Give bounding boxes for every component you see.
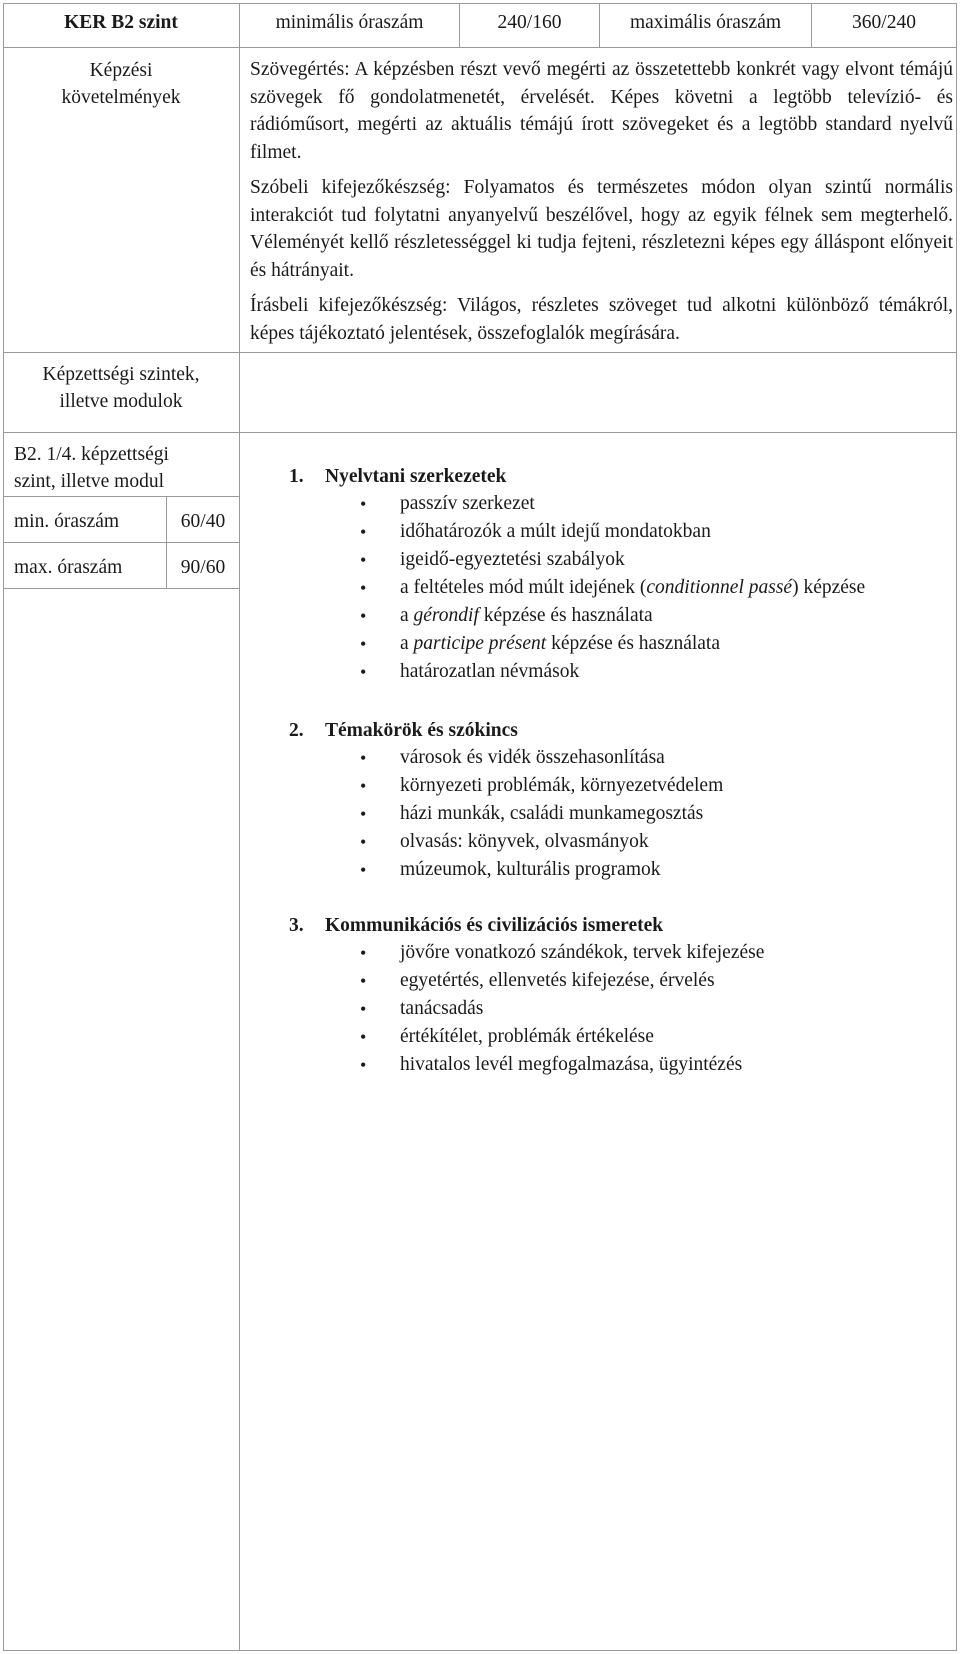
list-item-text: a — [400, 633, 414, 654]
list-item — [356, 490, 865, 518]
list-item — [356, 772, 723, 800]
list-item — [356, 1051, 764, 1079]
module-label: B2. 1/4. képzettségi szint, illetve modul — [14, 444, 169, 492]
list-item-text: időhatározók a múlt idejű mondatokban — [400, 521, 711, 542]
list-item-text: hivatalos levél megfogalmazása, ügyintézés — [400, 1054, 743, 1075]
table-border-left — [3, 3, 4, 1651]
list-item-text: tanácsadás — [400, 998, 484, 1019]
list-item-text: múzeumok, kulturális programok — [400, 859, 661, 880]
section-list — [356, 490, 865, 686]
list-item — [356, 856, 723, 884]
list-item-text: környezeti problémák, környezetvédelem — [400, 775, 724, 796]
list-item-text: házi munkák, családi munkamegosztás — [400, 803, 704, 824]
section-title — [289, 913, 663, 939]
column-divider-main — [239, 3, 240, 1651]
list-item — [356, 546, 865, 574]
list-item — [356, 630, 865, 658]
section-title — [289, 718, 518, 744]
list-item-text-end: ) képzése — [792, 577, 866, 598]
list-item-italic: participe présent — [413, 633, 547, 654]
list-item-text-end: képzése és használata — [546, 633, 720, 654]
section-number: 3. — [289, 915, 304, 936]
section-title-text: Nyelvtani szerkezetek — [325, 466, 507, 487]
table-border-bottom — [3, 1650, 957, 1651]
section-title — [289, 464, 506, 490]
list-item-text: olvasás: könyvek, olvasmányok — [400, 831, 649, 852]
levels-row-divider — [3, 432, 957, 433]
list-item-text: városok és vidék összehasonlítása — [400, 747, 665, 768]
section-list — [356, 939, 764, 1079]
list-item-text: egyetértés, ellenvetés kifejezése, érvelés — [400, 970, 715, 991]
module-max-label: max. óraszám — [14, 557, 123, 578]
list-item-text: passzív szerkezet — [400, 493, 535, 514]
list-item — [356, 658, 865, 686]
oral-expression-text: Szóbeli kifejezőkészség: Folyamatos és természetes módon olyan szintű normális interakciót tud folytatni anyanyelvű beszélővel, hogy az egyik félnek sem megterhelő. Véleményét kellő részletességgel ki tudja fejteni, részletezni képes egy álláspont előnyeit és hátrányait. — [250, 177, 953, 281]
max-hours-label: maximális óraszám — [629, 12, 782, 33]
list-item — [356, 995, 764, 1023]
requirements-label: Képzési követelmények — [61, 60, 181, 108]
list-item — [356, 800, 723, 828]
list-item — [356, 602, 865, 630]
section-number: 2. — [289, 720, 304, 741]
module-row-divider-1 — [3, 496, 239, 497]
table-border-right — [956, 3, 957, 1651]
module-row-divider-3 — [3, 588, 239, 589]
list-item — [356, 1023, 764, 1051]
min-hours-value: 240/160 — [497, 12, 562, 33]
levels-label: Képzettségi szintek, illetve modulok — [42, 364, 200, 412]
list-item-text: a feltételes mód múlt idejének ( — [400, 577, 647, 598]
requirements-row-divider — [3, 352, 957, 353]
level-title: KER B2 szint — [64, 12, 178, 33]
module-max-value: 90/60 — [180, 557, 226, 578]
section-title-text: Kommunikációs és civilizációs ismeretek — [325, 915, 664, 936]
min-hours-label: minimális óraszám — [275, 12, 424, 33]
list-item-text: a — [400, 605, 414, 626]
reading-comprehension-text: Szövegértés: A képzésben részt vevő megérti az összetettebb konkrét vagy elvont témájú szövegek fő gondolatmenetét, érvelését. Képes követni a legtöbb televízió- és rádióműsort, megérti az aktuális témájú írott szövegeket és a legtöbb standard nyelvű filmet. — [250, 59, 953, 163]
module-min-label: min. óraszám — [14, 511, 120, 532]
list-item-text: jövőre vonatkozó szándékok, tervek kifejezése — [400, 942, 765, 963]
module-row-divider-2 — [3, 542, 239, 543]
list-item-italic: gérondif — [413, 605, 479, 626]
written-expression-text: Írásbeli kifejezőkészség: Világos, részletes szöveget tud alkotni különböző témákról, képes tájékoztató jelentések, összefoglalók megírására. — [250, 295, 953, 344]
list-item — [356, 744, 723, 772]
list-item — [356, 574, 865, 602]
list-item-text: értékítélet, problémák értékelése — [400, 1026, 654, 1047]
list-item-text: határozatlan névmások — [400, 661, 580, 682]
list-item — [356, 518, 865, 546]
list-item-text: igeidő-egyeztetési szabályok — [400, 549, 625, 570]
section-list — [356, 744, 723, 884]
table-border-top — [3, 3, 957, 4]
list-item — [356, 967, 764, 995]
module-min-value: 60/40 — [180, 511, 226, 532]
section-title-text: Témakörök és szókincs — [325, 720, 518, 741]
max-hours-value: 360/240 — [852, 12, 916, 33]
header-row-divider — [3, 47, 957, 48]
list-item — [356, 828, 723, 856]
list-item — [356, 939, 764, 967]
list-item-italic: conditionnel passé — [646, 577, 793, 598]
list-item-text-end: képzése és használata — [478, 605, 653, 626]
section-number: 1. — [289, 466, 304, 487]
